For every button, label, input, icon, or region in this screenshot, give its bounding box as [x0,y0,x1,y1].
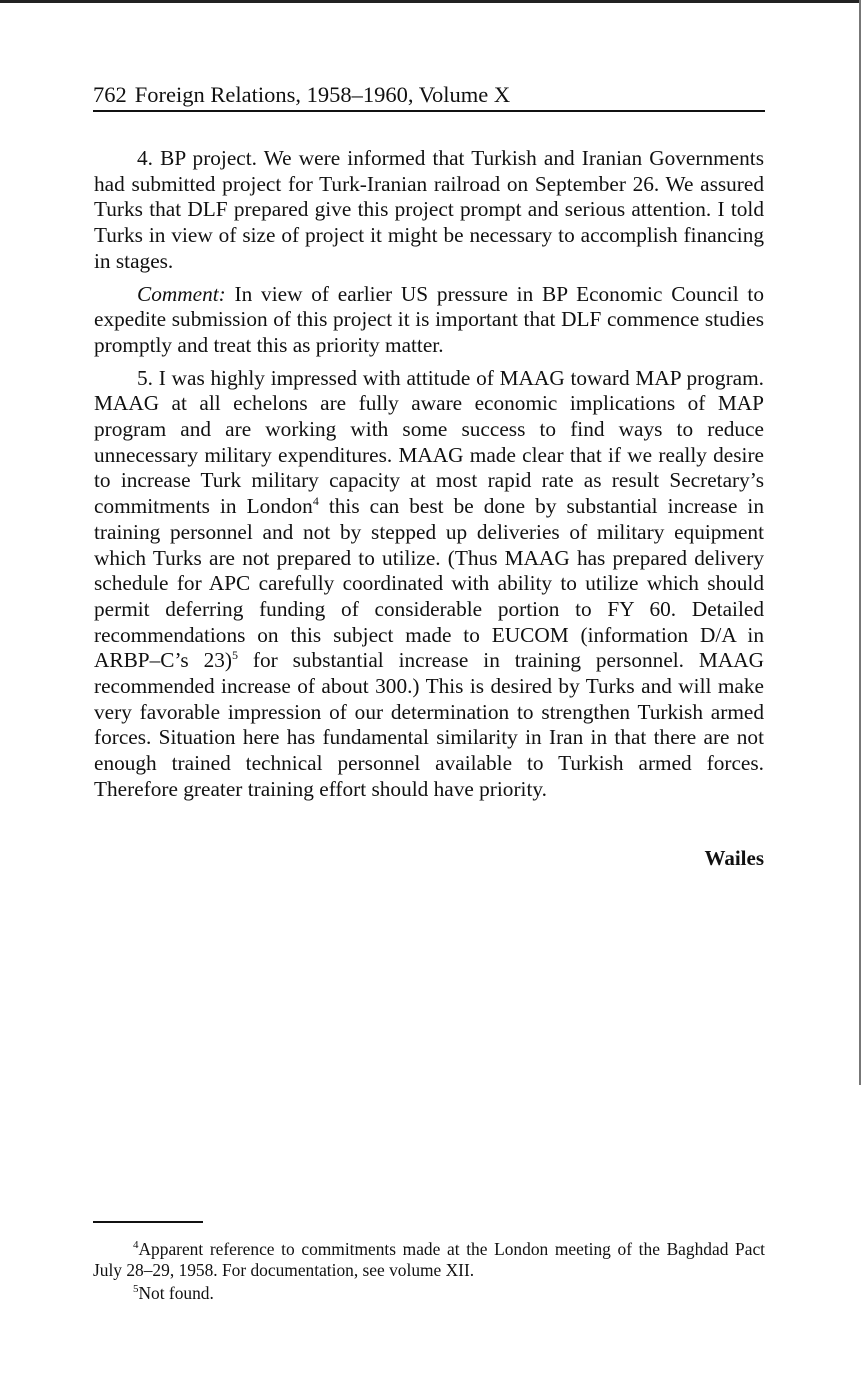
footnote-5-text: Not found. [138,1283,214,1303]
footnotes [93,1239,765,1306]
footnote-rule [93,1221,203,1223]
paragraph-5-part-3: for substantial increase in training personnel. MAAG recommended increase of about 300.) This is desired by Turks and will make very favorable impression of our determination to strengthen Turkish armed forces. Situation here has fundamental similarity in Iran in that there are not enough trained technical personnel available to Turkish armed forces. Therefore greater training effort should have priority. [94,648,764,801]
signature: Wailes [704,846,764,870]
footnote-ref-5[interactable]: 5 [231,648,238,663]
top-edge-rule [0,0,861,3]
comment-text: In view of earlier US pressure in BP Economic Council to expedite submission of this project it is important that DLF commence studies promptly and treat this as priority matter. [94,281,764,357]
header-rule [93,110,765,112]
footnote-4-text: Apparent reference to commitments made at the London meeting of the Baghdad Pact July 28–29, 1958. For documentation, see volume XII. [93,1239,765,1280]
running-header [93,82,765,108]
paragraph-5 [94,366,764,803]
footnote-5 [93,1283,765,1304]
paragraph-5-part-1: 5. I was highly impressed with attitude of MAAG toward MAP program. MAAG at all echelons are fully aware economic implications of MAP program and are working with some success to find ways to reduce unnecessary military expenditures. MAAG made clear that if we really desire to increase Turk military capacity at most rapid rate as result Secretary’s commitments in London [94,365,764,519]
paragraph-5-part-2: this can best be done by substantial increase in training personnel and not by stepped up deliveries of military equipment which Turks are not prepared to utilize. (Thus MAAG has prepared delivery schedule for APC carefully coordinated with ability to utilize which should permit deferring funding of considerable portion to FY 60. Detailed recommendations on this subject made to EUCOM (information D/A in ARBP–C’s 23) [94,494,764,673]
comment-label: Comment: [137,281,226,306]
page-number: 762 [93,82,127,107]
paragraph-4: 4. BP project. We were informed that Turkish and Iranian Governments had submitted project for Turk-Iranian railroad on September 26. We assured Turks that DLF prepared give this project prompt and serious attention. I told Turks in view of size of project it might be necessary to accomplish financing in stages. [94,146,764,273]
footnote-4-number: 4 [133,1239,139,1252]
footnote-5-number: 5 [133,1283,139,1296]
body-text [94,146,764,810]
footnote-ref-4[interactable]: 4 [312,494,319,509]
footnote-4 [93,1239,765,1281]
volume-title: Foreign Relations, 1958–1960, Volume X [134,82,511,107]
comment-paragraph [94,282,764,359]
